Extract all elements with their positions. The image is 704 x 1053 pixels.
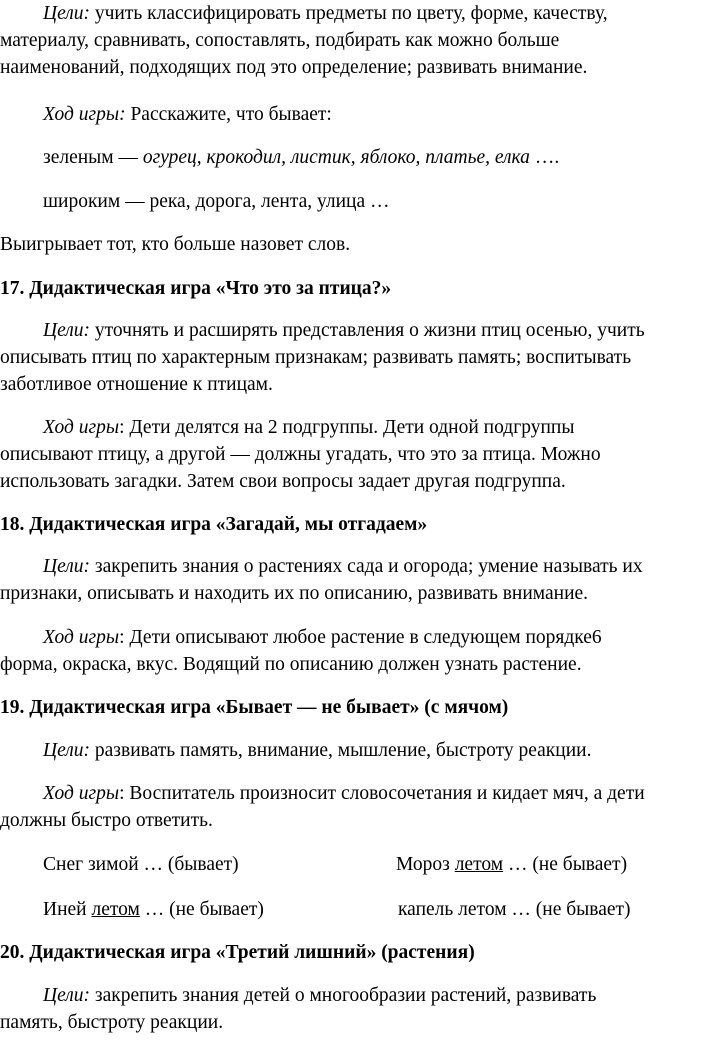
text-line: признаки, описывать и находить их по описанию, развивать внимание. xyxy=(0,583,589,604)
heading-game-20: 20. Дидактическая игра «Третий лишний» (растения) xyxy=(0,942,475,963)
example-green xyxy=(0,144,704,171)
text-line xyxy=(0,317,700,344)
text-line xyxy=(0,553,700,580)
game-course-paragraph-1 xyxy=(0,101,704,128)
game-course-label: Ход игры: xyxy=(43,104,126,125)
text-span: Выигрывает тот, кто больше назовет слов. xyxy=(0,234,351,255)
underlined-word: летом xyxy=(91,899,140,920)
game-course-label: Ход игры xyxy=(43,627,120,648)
underlined-word: летом xyxy=(454,854,504,875)
game-course-label: Ход игры xyxy=(43,783,120,804)
text-span: …. xyxy=(529,147,560,168)
text-span: … (не бывает) xyxy=(139,899,264,920)
goals-paragraph-1 xyxy=(0,0,700,81)
goals-paragraph-19 xyxy=(0,737,704,764)
example-right: капель летом … (не бывает) xyxy=(398,899,631,920)
goals-paragraph-20 xyxy=(0,982,700,1036)
heading-game-17: 17. Дидактическая игра «Что это за птица?» xyxy=(0,278,392,299)
example-right xyxy=(396,851,627,878)
goals-label: Цели: xyxy=(43,740,90,761)
text-line xyxy=(0,414,700,441)
text-span: широким — река, дорога, лента, улица … xyxy=(43,191,390,212)
text-line xyxy=(0,624,700,651)
text-line xyxy=(0,982,700,1009)
text-span: : Дети описывают любое растение в следующем порядке6 xyxy=(119,627,602,648)
text-line: материалу, сравнивать, сопоставлять, подбирать как можно больше xyxy=(0,30,560,51)
text-span: зеленым — xyxy=(43,147,143,168)
text-line xyxy=(0,0,700,27)
text-line: описывать птиц по характерным признакам; развивать память; воспитывать xyxy=(0,347,632,368)
text-span-italic: огурец, крокодил, листик, яблоко, платье, елка xyxy=(142,147,530,168)
game-course-label: Ход игры xyxy=(43,417,120,438)
goals-paragraph-17 xyxy=(0,317,700,398)
text-span: закрепить знания о растениях сада и огорода; умение называть их xyxy=(90,556,643,577)
text-span: учить классифицировать предметы по цвету, форме, качеству, xyxy=(90,3,608,24)
winner-rule xyxy=(0,231,700,258)
goals-label: Цели: xyxy=(43,985,90,1006)
game-course-paragraph-18 xyxy=(0,624,700,678)
example-left: Снег зимой … (бывает) xyxy=(43,854,239,875)
text-line xyxy=(0,780,700,807)
heading-game-18: 18. Дидактическая игра «Загадай, мы отгадаем» xyxy=(0,514,428,535)
text-line: форма, окраска, вкус. Водящий по описанию должен узнать растение. xyxy=(0,654,582,675)
text-span: уточнять и расширять представления о жизни птиц осенью, учить xyxy=(90,320,645,341)
game-course-paragraph-17 xyxy=(0,414,700,495)
heading-game-19: 19. Дидактическая игра «Бывает — не бывает» (с мячом) xyxy=(0,697,509,718)
text-line: использовать загадки. Затем свои вопросы задает другая подгруппа. xyxy=(0,471,566,492)
goals-label: Цели: xyxy=(43,556,90,577)
goals-label: Цели: xyxy=(43,320,90,341)
text-span: : Дети делятся на 2 подгруппы. Дети одной подгруппы xyxy=(119,417,575,438)
text-span: : Воспитатель произносит словосочетания и кидает мяч, а дети xyxy=(119,783,645,804)
example-wide xyxy=(0,188,704,215)
text-line: заботливое отношение к птицам. xyxy=(0,374,273,395)
text-line: должны быстро ответить. xyxy=(0,810,213,831)
text-span: Иней xyxy=(43,899,92,920)
text-line: память, быстроту реакции. xyxy=(0,1012,224,1033)
text-line: описывают птицу, а другой — должны угадать, что это за птица. Можно xyxy=(0,444,601,465)
text-span: Мороз xyxy=(396,854,455,875)
text-line: наименований, подходящих под это определение; развивать внимание. xyxy=(0,57,588,78)
game-course-paragraph-19 xyxy=(0,780,700,834)
text-span: … (не бывает) xyxy=(503,854,628,875)
text-span: закрепить знания детей о многообразии растений, развивать xyxy=(90,985,597,1006)
text-span: Расскажите, что бывает: xyxy=(125,104,332,125)
text-span: развивать память, внимание, мышление, быстроту реакции. xyxy=(90,740,592,761)
example-left xyxy=(43,896,264,923)
goals-paragraph-18 xyxy=(0,553,700,607)
goals-label: Цели: xyxy=(43,3,90,24)
